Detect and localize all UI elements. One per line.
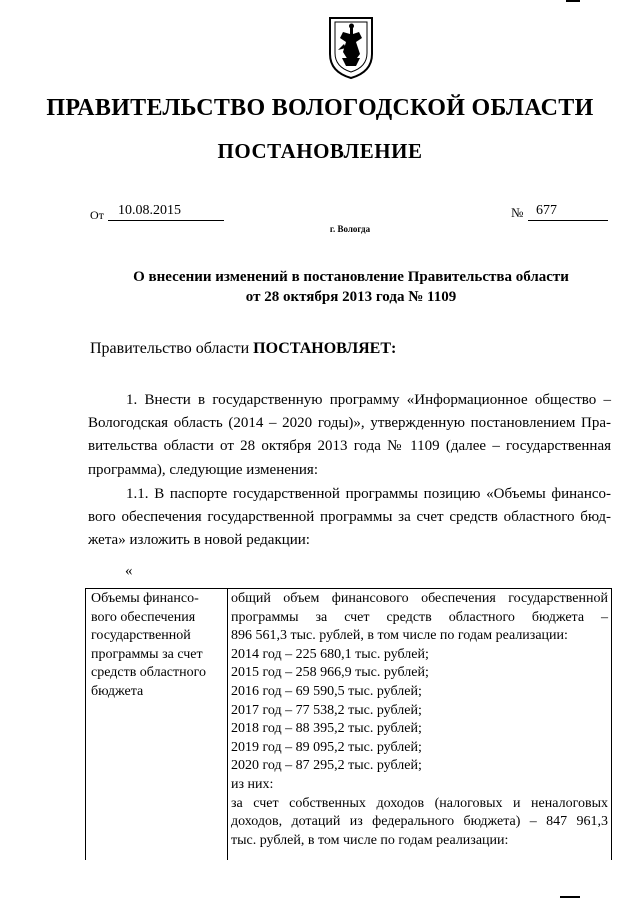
table-cell-label [91,590,223,702]
scan-mark [566,0,580,2]
cell-line: за счет собственных доходов (налоговых и неналоговых [231,795,608,811]
year-line: 2016 год – 69 590,5 тыс. рублей; [231,683,422,699]
paragraph-line: Вологодская область (2014 – 2020 годы)», утвержденную постановлением Пра- [88,415,611,432]
year-line: 2015 год – 258 966,9 тыс. рублей; [231,665,429,681]
paragraph-line: вительства области от 28 октября 2013 года № 1109 (далее – государственная [88,438,611,455]
cell-line: средств областного [91,665,207,681]
intro-text: Правительство области [90,340,254,357]
document-subject [0,267,640,307]
subject-line: О внесении изменений в постановление Правительства области [133,269,569,285]
scan-mark [560,896,580,898]
intro-decree-word: ПОСТАНОВЛЯЕТ: [253,340,397,357]
paragraph-1 [88,389,611,482]
cell-line: вого обеспечения [91,609,196,625]
cell-line: 896 561,3 тыс. рублей, в том числе по годам реализации: [231,628,568,644]
cell-line: доходов, дотаций из федерального бюджета) – 847 961,3 [231,814,608,830]
quote-open-mark: « [125,563,133,579]
cell-line: программы за счет средств областного бюджета – [231,609,608,625]
table-column-divider [227,588,228,860]
paragraph-line: 1.1. В паспорте государственной программы позицию «Объемы финансо- [126,486,611,502]
cell-line: общий объем финансового обеспечения государственной [231,591,608,606]
document-date: 10.08.2015 [108,203,224,221]
subject-line: от 28 октября 2013 года № 1109 [245,289,457,305]
cell-line: государственной [91,628,191,644]
cell-line: программы за счет [91,646,203,662]
paragraph-line: вого обеспечения государственной программы за счет средств областного бюд- [88,509,611,526]
coat-of-arms-emblem [326,14,376,80]
year-line: 2019 год – 89 095,2 тыс. рублей; [231,739,422,755]
organization-title: ПРАВИТЕЛЬСТВО ВОЛОГОДСКОЙ ОБЛАСТИ [46,95,594,121]
paragraph-line: жета» изложить в новой редакции: [88,532,310,549]
year-line: 2014 год – 225 680,1 тыс. рублей; [231,646,429,662]
year-line: 2018 год – 88 395,2 тыс. рублей; [231,721,422,737]
document-type: ПОСТАНОВЛЕНИЕ [217,139,423,163]
document-number: 677 [528,203,608,221]
paragraph-1-1 [88,483,611,553]
paragraph-line: программа), следующие изменения: [88,461,318,478]
cell-line: тыс. рублей, в том числе по годам реализации: [231,832,509,848]
intro-paragraph [90,340,396,358]
table-cell-value [231,590,608,850]
cell-line: бюджета [91,683,144,699]
number-prefix: № [511,205,524,220]
year-line: 2017 год – 77 538,2 тыс. рублей; [231,702,422,718]
cell-line: из них: [231,776,274,792]
city-label: г. Вологда [329,224,371,234]
paragraph-line: 1. Внести в государственную программу «Информационное общество – [126,392,611,408]
date-prefix: От [90,208,104,222]
year-line: 2020 год – 87 295,2 тыс. рублей; [231,758,422,774]
cell-line: Объемы финансо- [91,591,199,606]
